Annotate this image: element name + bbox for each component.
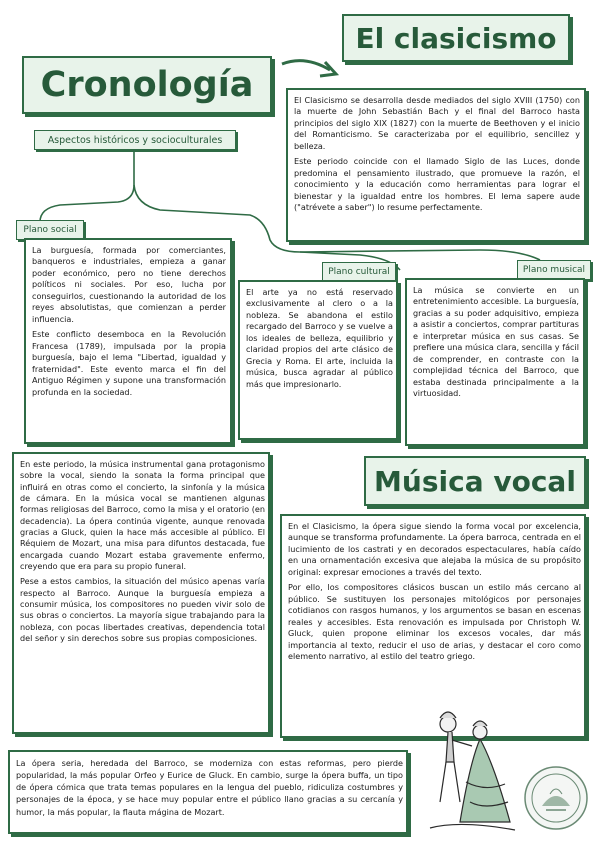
bottom-paragraph-1: La ópera seria, heredada del Barroco, se moderniza con estas reformas, pero pierde popularidad, la más popular Orfeo y Eurice de Gluck. En cambio, surge la ópera buffa, un tipo de ópera cómica que trata temas populares en la lengua del pueblo, ridiculiza costumbres y personajes de la época, y se hace muy popular entre el público llano gracias a su cercanía y humor, la más popular, la flauta mágina de Mozart.	[16, 758, 403, 817]
musica-vocal-title-text: Música vocal	[374, 464, 576, 498]
cultural-paragraph-1: El arte ya no está reservado exclusivamente al clero o a la nobleza. Se abandona el estilo recargado del Barroco y se vuelve a los ideales de belleza, equilibrio y claridad propios del arte clásico de Grecia y Roma. El arte, incluida la música, busca agradar al público más que impresionarlo.	[246, 287, 393, 389]
musical-paragraph-1: La música se convierte en un entretenimiento accesible. La burguesía, gracias a su poder adquisitivo, empieza a asistir a conciertos, comprar partituras e interpretar música en sus casas. Se prefiere una música clara, sencilla y fácil de comprender, en contraste con la complejidad técnica del Barroco, que estaba destinada principalmente a la virtuosidad.	[413, 285, 579, 399]
clasicismo-paragraph-2: Este periodo coincide con el llamado Siglo de las Luces, donde predomina el pensamiento ilustrado, que promueve la razón, el conocimiento y la educación como herramientas para lograr el bienestar y la igualdad entre los hombres. El lema sapere aude ("atrévete a saber") lo resume perfectamente.	[294, 156, 580, 213]
opera-buffa-box	[8, 750, 408, 834]
social-paragraph-2: Este conflicto desemboca en la Revolución Francesa (1789), impulsada por la propia burguesía, bajo el lema "Libertad, igualdad y fraternidad". Este evento marca el fin del Antiguo Régimen y supone una transformación profunda en la sociedad.	[32, 329, 226, 397]
instrumental-paragraph-2: Pese a estos cambios, la situación del músico apenas varía respecto al Barroco. Aunque la burguesía empieza a consumir música, los compositores no pueden vivir solo de sus obras o conciertos. La mayoría sigue trabajando para la nobleza, con pocas libertades creativas, dependencia total del señor y sin derechos sobre sus propias composiciones.	[20, 576, 265, 643]
vocal-paragraph-1: En el Clasicismo, la ópera sigue siendo la forma vocal por excelencia, aunque se transforma profundamente. La ópera barroca, centrada en el lucimiento de los castrati y en decorados espectaculares, había caído en una ornamentación excesiva que alejaba la música de su propósito original: expresar emociones a través del texto.	[288, 521, 581, 577]
plano-musical-box	[405, 278, 585, 446]
vocal-paragraph-2: Por ello, los compositores clásicos buscan un estilo más cercano al público. Se sustituyen los personajes mitológicos por personajes cotidianos con rasgos humanos, y los argumentos se basan en escenas reales y accesibles. Esta renovación es impulsada por Christoph W. Gluck, quien propone eliminar los excesos vocales, dar más importancia al texto, reducir el uso de arias, y destacar el coro como elemento narrativo, al estilo del teatro griego.	[288, 582, 581, 662]
aspectos-label: Aspectos históricos y socioculturales	[34, 130, 236, 150]
plano-social-tag: Plano social	[16, 220, 84, 240]
plano-cultural-box	[238, 280, 398, 440]
instrumental-music-box	[12, 452, 270, 734]
plano-social-box	[24, 238, 232, 444]
curved-arrow-icon	[282, 61, 336, 76]
clasicismo-title-text: El clasicismo	[355, 21, 557, 55]
musica-vocal-title	[364, 456, 586, 506]
plano-cultural-tag: Plano cultural	[322, 262, 396, 282]
clasicismo-description-box	[286, 88, 586, 242]
el-clasicismo-title	[342, 14, 570, 62]
cronologia-title-text: Cronología	[40, 65, 254, 105]
instrumental-paragraph-1: En este periodo, la música instrumental gana protagonismo sobre la vocal, siendo la sonata la forma principal que influirá en otras como el concierto, la sinfonía y la música de cámara. En la música vocal se mantienen algunas formas religiosas del Barroco, como la misa y el oratorio (en decadencia). La ópera continúa vigente, aunque renovada gracias a Gluck, quien la hace más accesible al público. El Réquiem de Mozart, una misa para difuntos destacada, fue encargada cuando Mozart estaba gravemente enfermo, creyendo que era para su propio funeral.	[20, 459, 265, 571]
social-paragraph-1: La burguesía, formada por comerciantes, banqueros e industriales, empieza a ganar poder económico, pero no tiene derechos políticos ni sociales. Por eso, lucha por conseguirlos, cuestionando la autoridad de los reyes absolutistas, que comienzan a perder influencia.	[32, 245, 226, 324]
seal-stamp-icon	[522, 764, 590, 832]
cronologia-title	[22, 56, 272, 114]
clasicismo-paragraph-1: El Clasicismo se desarrolla desde mediados del siglo XVIII (1750) con la muerte de John Sebastián Bach y el final del Barroco hasta principios del siglo XIX (1827) con la muerte de Beethoven y el inicio del Romanticismo. Se caracterizaba por el equilibrio, sencillez y belleza.	[294, 95, 580, 151]
plano-musical-tag: Plano musical	[517, 260, 591, 280]
dancing-couple-illustration	[410, 702, 518, 838]
